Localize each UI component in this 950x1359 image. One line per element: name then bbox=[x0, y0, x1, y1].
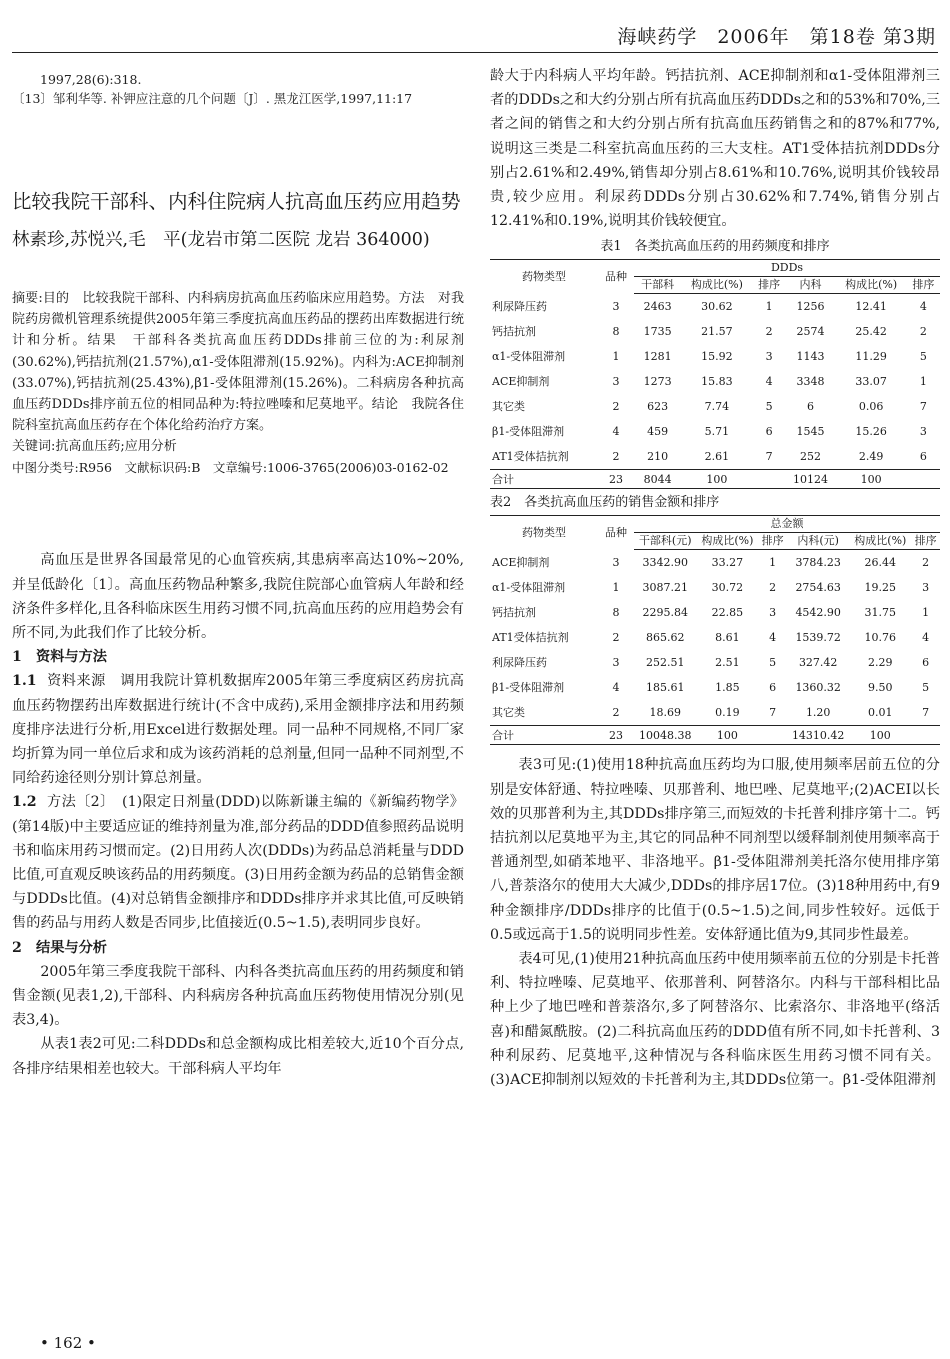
table-cell: 其它类 bbox=[492, 400, 525, 414]
table-cell: 2.49 bbox=[858, 450, 884, 464]
table-cell: 利尿降压药 bbox=[492, 656, 547, 670]
table-cell: 0.19 bbox=[715, 706, 740, 720]
table-cell: 623 bbox=[647, 400, 669, 414]
table-row bbox=[490, 650, 940, 675]
table-cell: 252 bbox=[800, 450, 822, 464]
table-cell: 5.71 bbox=[704, 425, 730, 439]
table-cell: 1281 bbox=[643, 350, 672, 364]
t2-h-dept2: 内科(元) bbox=[787, 533, 849, 550]
table-cell: 2 bbox=[612, 450, 620, 464]
section-1-2 bbox=[12, 790, 464, 935]
table-cell bbox=[758, 726, 787, 745]
table-cell: 459 bbox=[647, 425, 669, 439]
table-row bbox=[490, 575, 940, 600]
article-authors: 林素珍,苏悦兴,毛 平(龙岩市第二医院 龙岩 364000) bbox=[12, 230, 430, 250]
table-2 bbox=[490, 515, 940, 745]
table-cell: 3 bbox=[769, 606, 777, 620]
t1-h-rank1: 排序 bbox=[753, 277, 786, 294]
table-cell: 2 bbox=[612, 400, 620, 414]
table-cell: 10124 bbox=[786, 470, 836, 489]
table-cell: 2 bbox=[769, 581, 777, 595]
table-cell: 14310.42 bbox=[787, 726, 849, 745]
table-cell: 8 bbox=[612, 606, 620, 620]
table-cell: 2 bbox=[612, 706, 620, 720]
article-title: 比较我院干部科、内科住院病人抗高血压药应用趋势 bbox=[12, 190, 461, 213]
table-cell: 其它类 bbox=[492, 706, 525, 720]
table-cell: 1 bbox=[919, 375, 927, 389]
table-cell: 1273 bbox=[643, 375, 672, 389]
table-cell: 6 bbox=[765, 425, 773, 439]
table-cell: 4 bbox=[765, 375, 773, 389]
table-cell: 1.85 bbox=[715, 681, 740, 695]
table-cell bbox=[911, 726, 940, 745]
section-1-2-number: 1.2 bbox=[12, 794, 37, 811]
table-cell: 1 bbox=[612, 581, 620, 595]
table-cell: 3784.23 bbox=[795, 556, 841, 570]
table-cell: 100 bbox=[849, 726, 911, 745]
table-cell: 100 bbox=[696, 726, 758, 745]
intro-paragraph: 高血压是世界各国最常见的心血管疾病,其患病率高达10%~20%,并呈低龄化〔1〕。高血压药物品种繁多,我院住院部心血管病人年龄和经济条件多样化,且各科临床医生用药习惯不同,抗高血压药的应用趋势会有所不同,为此我们作了比较分析。 bbox=[12, 552, 464, 642]
results-paragraph-3: 龄大于内科病人平均年龄。钙拮抗剂、ACE抑制剂和α1-受体阻滞剂三者的DDDs之和大约分别占所有抗高血压药DDDs之和的53%和70%,三者之间的销售之和大约分别占所有抗高血压药销售之和的87%和77%,说明这三类是二科室抗高血压药的三大支柱。AT1受体拮抗剂DDDs分别占2.61%和2.49%,销售却分别占8.61%和10.76%,说明其价钱较昂贵,较少应用。利尿药DDDs分别占30.62%和7.74%,销售分别占12.41%和0.19%,说明其价钱较便宜。 bbox=[490, 68, 940, 230]
table-cell: 10.76 bbox=[864, 631, 897, 645]
t1-h-ratio1: 构成比(%) bbox=[681, 277, 752, 294]
table-cell: 4 bbox=[612, 681, 620, 695]
table-cell: β1-受体阻滞剂 bbox=[492, 681, 565, 695]
table-cell: 3 bbox=[612, 656, 620, 670]
table-cell: 3 bbox=[612, 300, 620, 314]
table-cell: 4 bbox=[612, 425, 620, 439]
table-cell: ACE抑制剂 bbox=[492, 556, 550, 570]
table-1-caption: 表1 各类抗高血压药的用药频度和排序 bbox=[600, 239, 830, 255]
table-cell: 3348 bbox=[796, 375, 825, 389]
table-cell: 5 bbox=[765, 400, 773, 414]
table-cell: 1 bbox=[922, 606, 930, 620]
table-cell: β1-受体阻滞剂 bbox=[492, 425, 565, 439]
table-4-discussion: 表4可见,(1)使用21种抗高血压药中使用频率前五位的分别是卡托普利、特拉唑嗪、尼莫地平、依那普利、阿替洛尔。内科与干部科相比品种上少了地巴唑和普萘洛尔,多了阿替洛尔、比索洛尔、非洛地平(络活喜)和醋氮酰胺。(2)二科抗高血压药的DDD值有所不同,如卡托普利、3种利尿药、尼莫地平,这种情况与各科临床医生用药习惯不同有关。(3)ACE抑制剂以短效的卡托普利为主,其DDDs位第一。β1-受体阻滞剂 bbox=[490, 951, 940, 1089]
table-1 bbox=[490, 259, 940, 489]
t2-h-count: 品种 bbox=[605, 526, 627, 540]
table-cell: 6 bbox=[807, 400, 815, 414]
table-cell: 合计 bbox=[490, 726, 598, 745]
table-cell bbox=[907, 470, 940, 489]
table-cell: 利尿降压药 bbox=[492, 300, 547, 314]
t2-h-ratio1: 构成比(%) bbox=[696, 533, 758, 550]
table-cell: 3 bbox=[919, 425, 927, 439]
table-cell: 合计 bbox=[490, 470, 598, 489]
table-total-row bbox=[490, 726, 940, 745]
table-cell: 1360.32 bbox=[795, 681, 841, 695]
reference-continuation: 1997,28(6):318. bbox=[40, 72, 142, 87]
table-cell: 15.83 bbox=[701, 375, 733, 389]
section-2-heading: 2 结果与分析 bbox=[12, 939, 107, 956]
table-cell: 23 bbox=[598, 726, 634, 745]
table-cell: 21.57 bbox=[701, 325, 733, 339]
table-cell: 3 bbox=[922, 581, 930, 595]
table-cell: 2 bbox=[765, 325, 773, 339]
left-column bbox=[12, 64, 464, 1081]
t1-h-dept2: 内科 bbox=[786, 277, 836, 294]
table-cell bbox=[753, 470, 786, 489]
table-cell: 2.29 bbox=[868, 656, 893, 670]
t2-h-rank2: 排序 bbox=[911, 533, 940, 550]
t1-h-rank2: 排序 bbox=[907, 277, 940, 294]
table-cell: 2.61 bbox=[704, 450, 730, 464]
table-cell: 5 bbox=[919, 350, 927, 364]
table-cell: 9.50 bbox=[868, 681, 893, 695]
t1-h-ratio2: 构成比(%) bbox=[835, 277, 906, 294]
keywords: 关键词:抗高血压药;应用分析 bbox=[12, 439, 177, 455]
table-cell: 10048.38 bbox=[634, 726, 696, 745]
results-paragraph-1: 2005年第三季度我院干部科、内科各类抗高血压药的用药频度和销售金额(见表1,2),干部科、内科病房各种抗高血压药物使用情况分别(见表3,4)。 bbox=[12, 963, 464, 1029]
table-cell: 11.29 bbox=[855, 350, 887, 364]
table-cell: 31.75 bbox=[864, 606, 897, 620]
page-number: • 162 • bbox=[40, 1334, 96, 1352]
table-cell: 33.07 bbox=[855, 375, 887, 389]
table-cell: 30.62 bbox=[701, 300, 733, 314]
table-cell: 4 bbox=[919, 300, 927, 314]
table-cell: 100 bbox=[681, 470, 752, 489]
table-cell: 1 bbox=[612, 350, 620, 364]
t2-h-ratio2: 构成比(%) bbox=[849, 533, 911, 550]
t2-h-drug: 药物类型 bbox=[522, 526, 566, 540]
t1-h-group: DDDs bbox=[634, 260, 940, 277]
table-cell: 2 bbox=[919, 325, 927, 339]
table-cell: 3342.90 bbox=[642, 556, 688, 570]
table-1-body bbox=[490, 294, 940, 489]
table-cell: 7 bbox=[765, 450, 773, 464]
table-row bbox=[490, 675, 940, 700]
table-row bbox=[490, 344, 940, 369]
table-cell: 3 bbox=[612, 556, 620, 570]
table-cell: 26.44 bbox=[864, 556, 897, 570]
table-row bbox=[490, 369, 940, 394]
table-cell: 3 bbox=[765, 350, 773, 364]
table-cell: 2754.63 bbox=[795, 581, 841, 595]
table-cell: 1735 bbox=[643, 325, 672, 339]
table-2-body bbox=[490, 550, 940, 745]
table-cell: 0.06 bbox=[858, 400, 884, 414]
table-cell: 1 bbox=[769, 556, 777, 570]
table-cell: 3 bbox=[612, 375, 620, 389]
table-cell: 8 bbox=[612, 325, 620, 339]
table-cell: 7 bbox=[769, 706, 777, 720]
table-row bbox=[490, 419, 940, 444]
table-cell: 865.62 bbox=[645, 631, 685, 645]
table-cell: 33.27 bbox=[711, 556, 744, 570]
table-cell: 18.69 bbox=[649, 706, 681, 720]
table-cell: 1143 bbox=[796, 350, 825, 364]
table-cell: 5 bbox=[922, 681, 930, 695]
table-cell: 7.74 bbox=[704, 400, 730, 414]
table-cell: 3087.21 bbox=[642, 581, 688, 595]
table-row bbox=[490, 550, 940, 576]
section-1-1-text: 资料来源 调用我院计算机数据库2005年第三季度病区药房抗高血压药物摆药出库数据进行统计(不含中成药),采用金额排序法和用药频度排序法进行分析,用Excel进行数据处理。同一品种不同规格,不同厂家均折算为同一单位后求和成为该药消耗的总剂量,但同一品种不同剂型,不同给药途径则分别计算总剂量。 bbox=[12, 673, 464, 787]
table-cell: 1 bbox=[765, 300, 773, 314]
table-cell: 1545 bbox=[796, 425, 825, 439]
results-paragraph-2: 从表1表2可见:二科DDDs和总金额构成比相差较大,近10个百分点,各排序结果相差也较大。干部科病人平均年 bbox=[12, 1036, 464, 1077]
table-cell: 2 bbox=[922, 556, 930, 570]
table-cell: 0.01 bbox=[868, 706, 893, 720]
table-cell: 钙拮抗剂 bbox=[492, 325, 536, 339]
table-cell: 2463 bbox=[643, 300, 672, 314]
table-cell: 2.51 bbox=[715, 656, 740, 670]
table-row bbox=[490, 600, 940, 625]
table-cell: 12.41 bbox=[855, 300, 887, 314]
table-cell: 25.42 bbox=[855, 325, 887, 339]
table-cell: 4 bbox=[769, 631, 777, 645]
journal-header: 海峡药学 2006年 第18卷 第3期 bbox=[617, 26, 936, 48]
table-cell: 15.92 bbox=[701, 350, 733, 364]
t2-h-rank1: 排序 bbox=[758, 533, 787, 550]
section-1-heading: 1 资料与方法 bbox=[12, 649, 107, 666]
table-cell: α1-受体阻滞剂 bbox=[492, 350, 566, 364]
table-cell: 185.61 bbox=[645, 681, 685, 695]
table-cell: AT1受体拮抗剂 bbox=[492, 631, 569, 645]
right-column bbox=[490, 64, 940, 1092]
table-cell: 5 bbox=[769, 656, 777, 670]
table-cell: 1539.72 bbox=[795, 631, 841, 645]
table-cell: 7 bbox=[922, 706, 930, 720]
table-cell: 1256 bbox=[796, 300, 825, 314]
table-3-discussion: 表3可见:(1)使用18种抗高血压药均为口服,使用频率居前五位的分别是安体舒通、特拉唑嗪、贝那普利、地巴唑、尼莫地平;(2)ACEI以长效的贝那普利为主,其DDDs排序第三,而短效的卡托普利排序第十二。钙拮抗剂以尼莫地平为主,其它的同品种不同剂型以缓释制剂使用频率高于普通剂型,如硝苯地平、非洛地平。β1-受体阻滞剂美托洛尔使用排序第八,普萘洛尔的使用大大减少,DDDs的排序居17位。(3)18种用药中,有9种金额排序/DDDs排序的比值于(0.5~1.5)之间,同步性较好。远低于0.5或远高于1.5的说明同步性差。安体舒通比值为9,其同步性最差。 bbox=[490, 757, 940, 943]
table-cell: 2 bbox=[612, 631, 620, 645]
table-cell: 2574 bbox=[796, 325, 825, 339]
classification: 中图分类号:R956 文献标识码:B 文章编号:1006-3765(2006)03-0162-02 bbox=[12, 460, 449, 476]
table-cell: 6 bbox=[922, 656, 930, 670]
t1-h-count: 品种 bbox=[605, 270, 627, 284]
table-total-row bbox=[490, 470, 940, 489]
table-cell: 100 bbox=[835, 470, 906, 489]
table-cell: α1-受体阻滞剂 bbox=[492, 581, 566, 595]
table-cell: ACE抑制剂 bbox=[492, 375, 550, 389]
reference-13: 〔13〕邹利华等. 补钾应注意的几个问题〔J〕. 黑龙江医学,1997,11:17 bbox=[12, 91, 413, 106]
table-cell: 22.85 bbox=[711, 606, 744, 620]
table-cell: 钙拮抗剂 bbox=[492, 606, 536, 620]
table-cell: 6 bbox=[769, 681, 777, 695]
table-cell: 210 bbox=[647, 450, 669, 464]
table-cell: 19.25 bbox=[864, 581, 897, 595]
t2-h-group: 总金额 bbox=[634, 516, 940, 533]
table-cell: 4542.90 bbox=[795, 606, 841, 620]
table-row bbox=[490, 700, 940, 726]
t1-h-dept1: 干部科 bbox=[634, 277, 681, 294]
header-rule bbox=[12, 52, 938, 53]
table-cell: 30.72 bbox=[711, 581, 744, 595]
table-cell: 8044 bbox=[634, 470, 681, 489]
table-2-caption: 表2 各类抗高血压药的销售金额和排序 bbox=[490, 495, 720, 511]
table-row bbox=[490, 319, 940, 344]
section-1-1 bbox=[12, 669, 464, 790]
t2-h-dept1: 干部科(元) bbox=[634, 533, 696, 550]
table-cell: 4 bbox=[922, 631, 930, 645]
table-cell: 252.51 bbox=[645, 656, 685, 670]
table-row bbox=[490, 294, 940, 320]
t1-h-drug: 药物类型 bbox=[522, 270, 566, 284]
table-row bbox=[490, 394, 940, 419]
table-cell: 15.26 bbox=[855, 425, 887, 439]
table-cell: 23 bbox=[598, 470, 634, 489]
table-row bbox=[490, 444, 940, 470]
table-cell: 8.61 bbox=[715, 631, 740, 645]
table-row bbox=[490, 625, 940, 650]
table-cell: 327.42 bbox=[798, 656, 838, 670]
table-cell: 6 bbox=[919, 450, 927, 464]
table-cell: 7 bbox=[919, 400, 927, 414]
abstract: 摘要:目的 比较我院干部科、内科病房抗高血压药临床应用趋势。方法 对我院药房微机管理系统提供2005年第三季度抗高血压药品的摆药出库数据进行统计和分析。结果 干部科各类抗高血压药DDDs排前三位的为:利尿剂(30.62%),钙拮抗剂(21.57%),α1-受体阻滞剂(15.92%)。内科为:ACE抑制剂(33.07%),钙拮抗剂(25.43%),β1-受体阻滞剂(15.26%)。二科病房各种抗高血压药DDDs排序前五位的相同品种为:特拉唑嗪和尼莫地平。结论 我院各住院科室抗高血压药存在个体化给药治疗方案。 bbox=[12, 291, 464, 434]
table-cell: 1.20 bbox=[805, 706, 831, 720]
section-1-1-number: 1.1 bbox=[12, 673, 37, 690]
table-cell: AT1受体拮抗剂 bbox=[492, 450, 569, 464]
section-1-2-text: 方法〔2〕 (1)限定日剂量(DDD)以陈新谦主编的《新编药物学》(第14版)中主要适应证的维持剂量为准,部分药品的DDD值参照药品说明书和临床用药习惯而定。(2)日用药人次(DDDs)为药品总消耗量与DDD比值,可直观反映该药品的用药频度。(3)日用药金额为药品的总销售金额与DDDs比值。(4)对总销售金额排序和DDDs排序并求其比值,可反映销售的药品与用药人数是否同步,比值接近(0.5~1.5),表明同步良好。 bbox=[12, 794, 464, 932]
table-cell: 2295.84 bbox=[642, 606, 688, 620]
